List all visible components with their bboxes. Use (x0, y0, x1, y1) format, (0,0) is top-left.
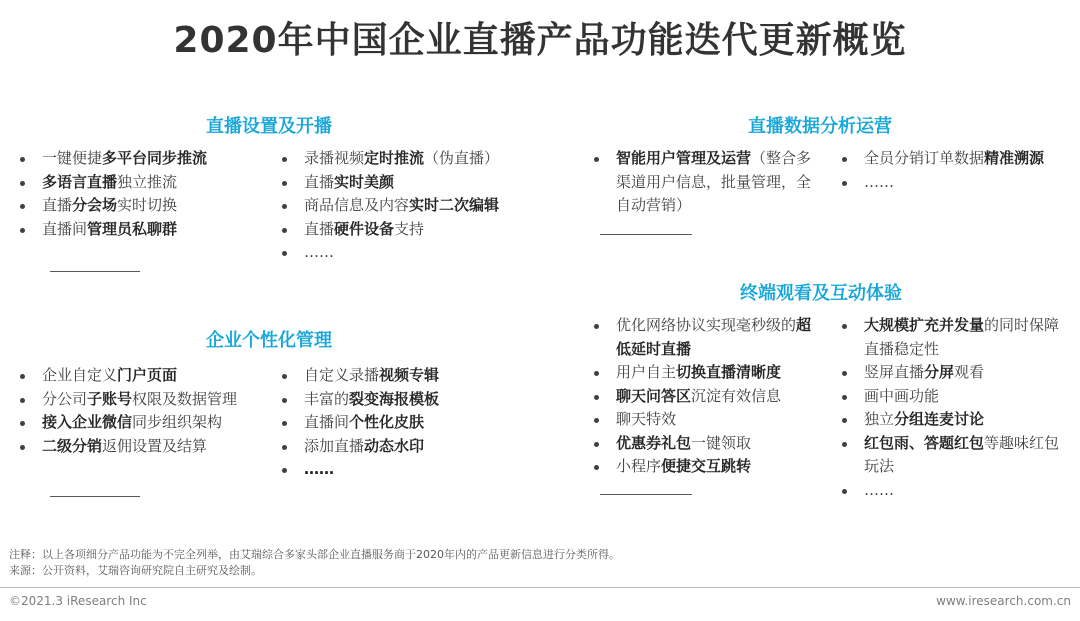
section-title-live-setup: 直播设置及开播 (206, 116, 332, 137)
item-text: 观看 (954, 363, 985, 381)
page-title: 2020年中国企业直播产品功能迭代更新概览 (173, 20, 907, 61)
section-title-viewing: 终端观看及互动体验 (740, 283, 902, 304)
item-text: 画中画功能 (864, 386, 940, 405)
list-item (18, 364, 276, 388)
highlight-text: 管理员私聊群 (87, 219, 178, 238)
list-item (840, 385, 1062, 409)
item-text: 独立 (864, 410, 895, 428)
highlight-text: 多语言直播 (42, 172, 118, 191)
source-text: 来源：公开资料，艾瑞咨询研究院自主研究及绘制。 (9, 564, 262, 577)
viewing-right-list (840, 314, 1062, 502)
highlight-text: 裂变海报模板 (349, 389, 440, 408)
item-text: …… (864, 480, 894, 499)
list-item (592, 314, 817, 361)
highlight-text: 分组连麦讨论 (894, 410, 985, 428)
list-item (840, 147, 1060, 171)
highlight-text: 视频专辑 (379, 366, 440, 384)
highlight-text: 红包雨、答题红包 (864, 433, 985, 452)
highlight-text: 硬件设备 (334, 219, 395, 238)
list-item (592, 361, 817, 385)
highlight-text: 分屏 (924, 363, 955, 381)
list-item (840, 408, 1062, 432)
list-item (592, 147, 817, 218)
item-text: 直播 (304, 219, 335, 238)
item-text: 直播 (42, 196, 73, 214)
item-text: 全员分销订单数据 (864, 149, 985, 167)
list-item (18, 218, 268, 242)
highlight-text: 分会场 (72, 196, 118, 214)
personalization-left-list (18, 364, 276, 458)
divider-rule (600, 494, 692, 495)
list-item (280, 388, 540, 412)
item-text: （伪直播） (424, 149, 500, 167)
list-item (840, 171, 1060, 195)
highlight-text: 智能用户管理及运营 (616, 149, 752, 167)
item-text: 实时切换 (117, 196, 178, 214)
highlight-text: 接入企业微信 (42, 413, 133, 431)
list-item (280, 194, 540, 218)
highlight-text: 超低延时直播 (616, 316, 812, 358)
highlight-text: 动态水印 (364, 436, 425, 455)
item-text: 用户自主 (616, 363, 677, 381)
highlight-text: 精准溯源 (984, 149, 1045, 167)
highlight-text: 实时二次编辑 (409, 196, 500, 214)
item-text: 商品信息及内容 (304, 196, 410, 214)
data-ops-left-list (592, 147, 817, 218)
highlight-text: 实时美颜 (334, 172, 395, 191)
section-title-data-ops: 直播数据分析运营 (748, 116, 892, 137)
list-item (280, 364, 540, 388)
list-item (280, 411, 540, 435)
highlight-text: 多平台同步推流 (102, 149, 208, 167)
item-text: 一键领取 (691, 433, 752, 452)
footer-divider (0, 587, 1080, 588)
list-item (18, 147, 268, 171)
item-text: 优化网络协议实现毫秒级的 (616, 316, 797, 334)
item-text: 直播间 (42, 219, 88, 238)
item-text: 沉淀有效信息 (691, 386, 782, 405)
item-text: 支持 (394, 219, 425, 238)
list-item (592, 385, 817, 409)
divider-rule (50, 271, 140, 272)
highlight-text: 便捷交互跳转 (661, 457, 752, 475)
list-item (280, 241, 540, 265)
live-setup-right-list (280, 147, 540, 265)
list-item (280, 147, 540, 171)
list-item (18, 435, 276, 459)
list-item (18, 388, 276, 412)
item-text: 直播 (304, 172, 335, 191)
list-item (280, 435, 540, 459)
item-text: 小程序 (616, 457, 662, 475)
highlight-text: 个性化皮肤 (349, 413, 425, 431)
highlight-text: 子账号 (87, 389, 133, 408)
item-text: …… (864, 172, 894, 191)
copyright: ©2021.3 iResearch Inc (9, 594, 147, 608)
data-ops-right-list (840, 147, 1060, 194)
website: www.iresearch.com.cn (936, 594, 1071, 608)
item-text: 竖屏直播 (864, 363, 925, 381)
item-text: …… (304, 243, 334, 261)
item-text: 的同时保障直播稳定性 (864, 316, 1060, 358)
highlight-text: 门户页面 (117, 366, 178, 384)
list-item (840, 314, 1062, 361)
item-text: 录播视频 (304, 149, 365, 167)
highlight-text: 优惠券礼包 (616, 433, 692, 452)
item-text: 添加直播 (304, 436, 365, 455)
list-item (840, 432, 1062, 479)
list-item (840, 361, 1062, 385)
item-text: 分公司 (42, 389, 88, 408)
viewing-left-list (592, 314, 817, 479)
personalization-right-list (280, 364, 540, 482)
item-text: 同步组织架构 (132, 413, 223, 431)
item-text: 一键便捷 (42, 149, 103, 167)
item-text: 等趣味红包玩法 (864, 433, 1060, 475)
list-item (592, 408, 817, 432)
highlight-text: 大规模扩充并发量 (864, 316, 985, 334)
highlight-text: …… (304, 460, 334, 478)
item-text: （整合多渠道用户信息，批量管理，全自动营销） (616, 149, 812, 214)
live-setup-left-list (18, 147, 268, 241)
item-text: 返佣设置及结算 (102, 436, 208, 455)
list-item (18, 194, 268, 218)
item-text: 权限及数据管理 (132, 389, 238, 408)
list-item (592, 432, 817, 456)
highlight-text: 定时推流 (364, 149, 425, 167)
list-item (280, 458, 540, 482)
highlight-text: 切换直播清晰度 (676, 363, 782, 381)
highlight-text: 二级分销 (42, 436, 103, 455)
notes (9, 547, 620, 579)
list-item (18, 411, 276, 435)
list-item (18, 171, 268, 195)
item-text: 直播间 (304, 413, 350, 431)
section-title-personalization: 企业个性化管理 (206, 330, 332, 351)
list-item (592, 455, 817, 479)
item-text: 自定义录播 (304, 366, 380, 384)
list-item (280, 218, 540, 242)
list-item (840, 479, 1062, 503)
list-item (280, 171, 540, 195)
item-text: 丰富的 (304, 389, 350, 408)
item-text: 企业自定义 (42, 366, 118, 384)
item-text: 独立推流 (117, 172, 178, 191)
highlight-text: 聊天问答区 (616, 386, 692, 405)
divider-rule (600, 234, 692, 235)
divider-rule (50, 496, 140, 497)
note-text: 注释：以上各项细分产品功能为不完全列举，由艾瑞综合多家头部企业直播服务商于2020年内的产品更新信息进行分类所得。 (9, 548, 620, 561)
item-text: 聊天特效 (616, 410, 677, 428)
